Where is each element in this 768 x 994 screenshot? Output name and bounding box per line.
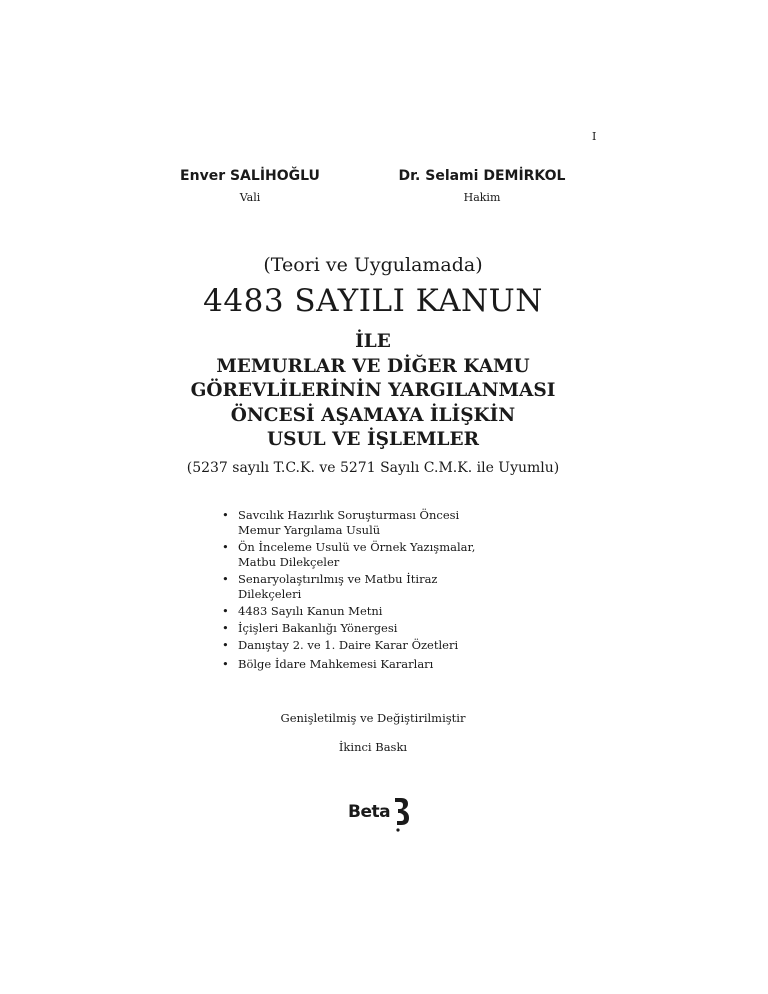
bullet-icon: • <box>222 604 229 618</box>
feature-item <box>222 572 582 602</box>
feature-line: Savcılık Hazırlık Soruşturması Öncesi <box>238 508 460 522</box>
beta-logo-icon <box>391 794 411 834</box>
feature-item <box>222 508 582 538</box>
feature-line: İçişleri Bakanlığı Yönergesi <box>238 621 398 635</box>
author-1 <box>140 168 360 204</box>
publisher-logo <box>348 794 412 834</box>
title-line: MEMURLAR VE DİĞER KAMU <box>216 355 530 377</box>
author-role: Vali <box>239 191 261 204</box>
compatibility-note: (5237 sayılı T.C.K. ve 5271 Sayılı C.M.K. ile Uyumlu) <box>186 460 560 476</box>
feature-item <box>222 638 582 653</box>
feature-line: Memur Yargılama Usulü <box>238 523 381 537</box>
title-line: USUL VE İŞLEMLER <box>266 429 480 450</box>
bullet-icon: • <box>222 657 229 671</box>
bullet-icon: • <box>222 638 229 652</box>
bullet-icon: • <box>222 540 229 554</box>
feature-list <box>222 508 582 674</box>
publisher-logo-text: Beta <box>348 802 391 822</box>
title-line: GÖREVLİLERİNİN YARGILANMASI <box>190 380 556 401</box>
feature-line: Bölge İdare Mahkemesi Kararları <box>238 657 434 671</box>
edition-note: Genişletilmiş ve Değiştirilmiştir <box>280 711 466 725</box>
feature-line: Senaryolaştırılmış ve Matbu İtiraz <box>238 572 438 586</box>
bullet-icon: • <box>222 572 229 586</box>
bullet-icon: • <box>222 621 229 635</box>
author-2 <box>372 168 592 204</box>
bullet-icon: • <box>222 508 229 522</box>
feature-line: Ön İnceleme Usulü ve Örnek Yazışmalar, <box>238 540 476 554</box>
subtitle: (Teori ve Uygulamada) <box>263 254 483 276</box>
feature-line: Matbu Dilekçeler <box>238 555 340 569</box>
feature-item <box>222 604 582 619</box>
edition: İkinci Baskı <box>338 740 408 754</box>
feature-line: Dilekçeleri <box>238 587 302 601</box>
title-block <box>0 330 746 453</box>
feature-line: 4483 Sayılı Kanun Metni <box>238 604 383 618</box>
page-number: I <box>592 130 597 143</box>
feature-item <box>222 657 582 672</box>
feature-item <box>222 540 582 570</box>
author-role: Hakim <box>463 191 501 204</box>
title-line: ÖNCESİ AŞAMAYA İLİŞKİN <box>230 404 516 426</box>
feature-line: Danıştay 2. ve 1. Daire Karar Özetleri <box>238 638 459 652</box>
feature-item <box>222 621 582 636</box>
author-name: Dr. Selami DEMİRKOL <box>398 168 566 184</box>
title-line: İLE <box>355 331 391 352</box>
author-name: Enver SALİHOĞLU <box>180 168 320 184</box>
main-title: 4483 SAYILI KANUN <box>203 283 543 319</box>
